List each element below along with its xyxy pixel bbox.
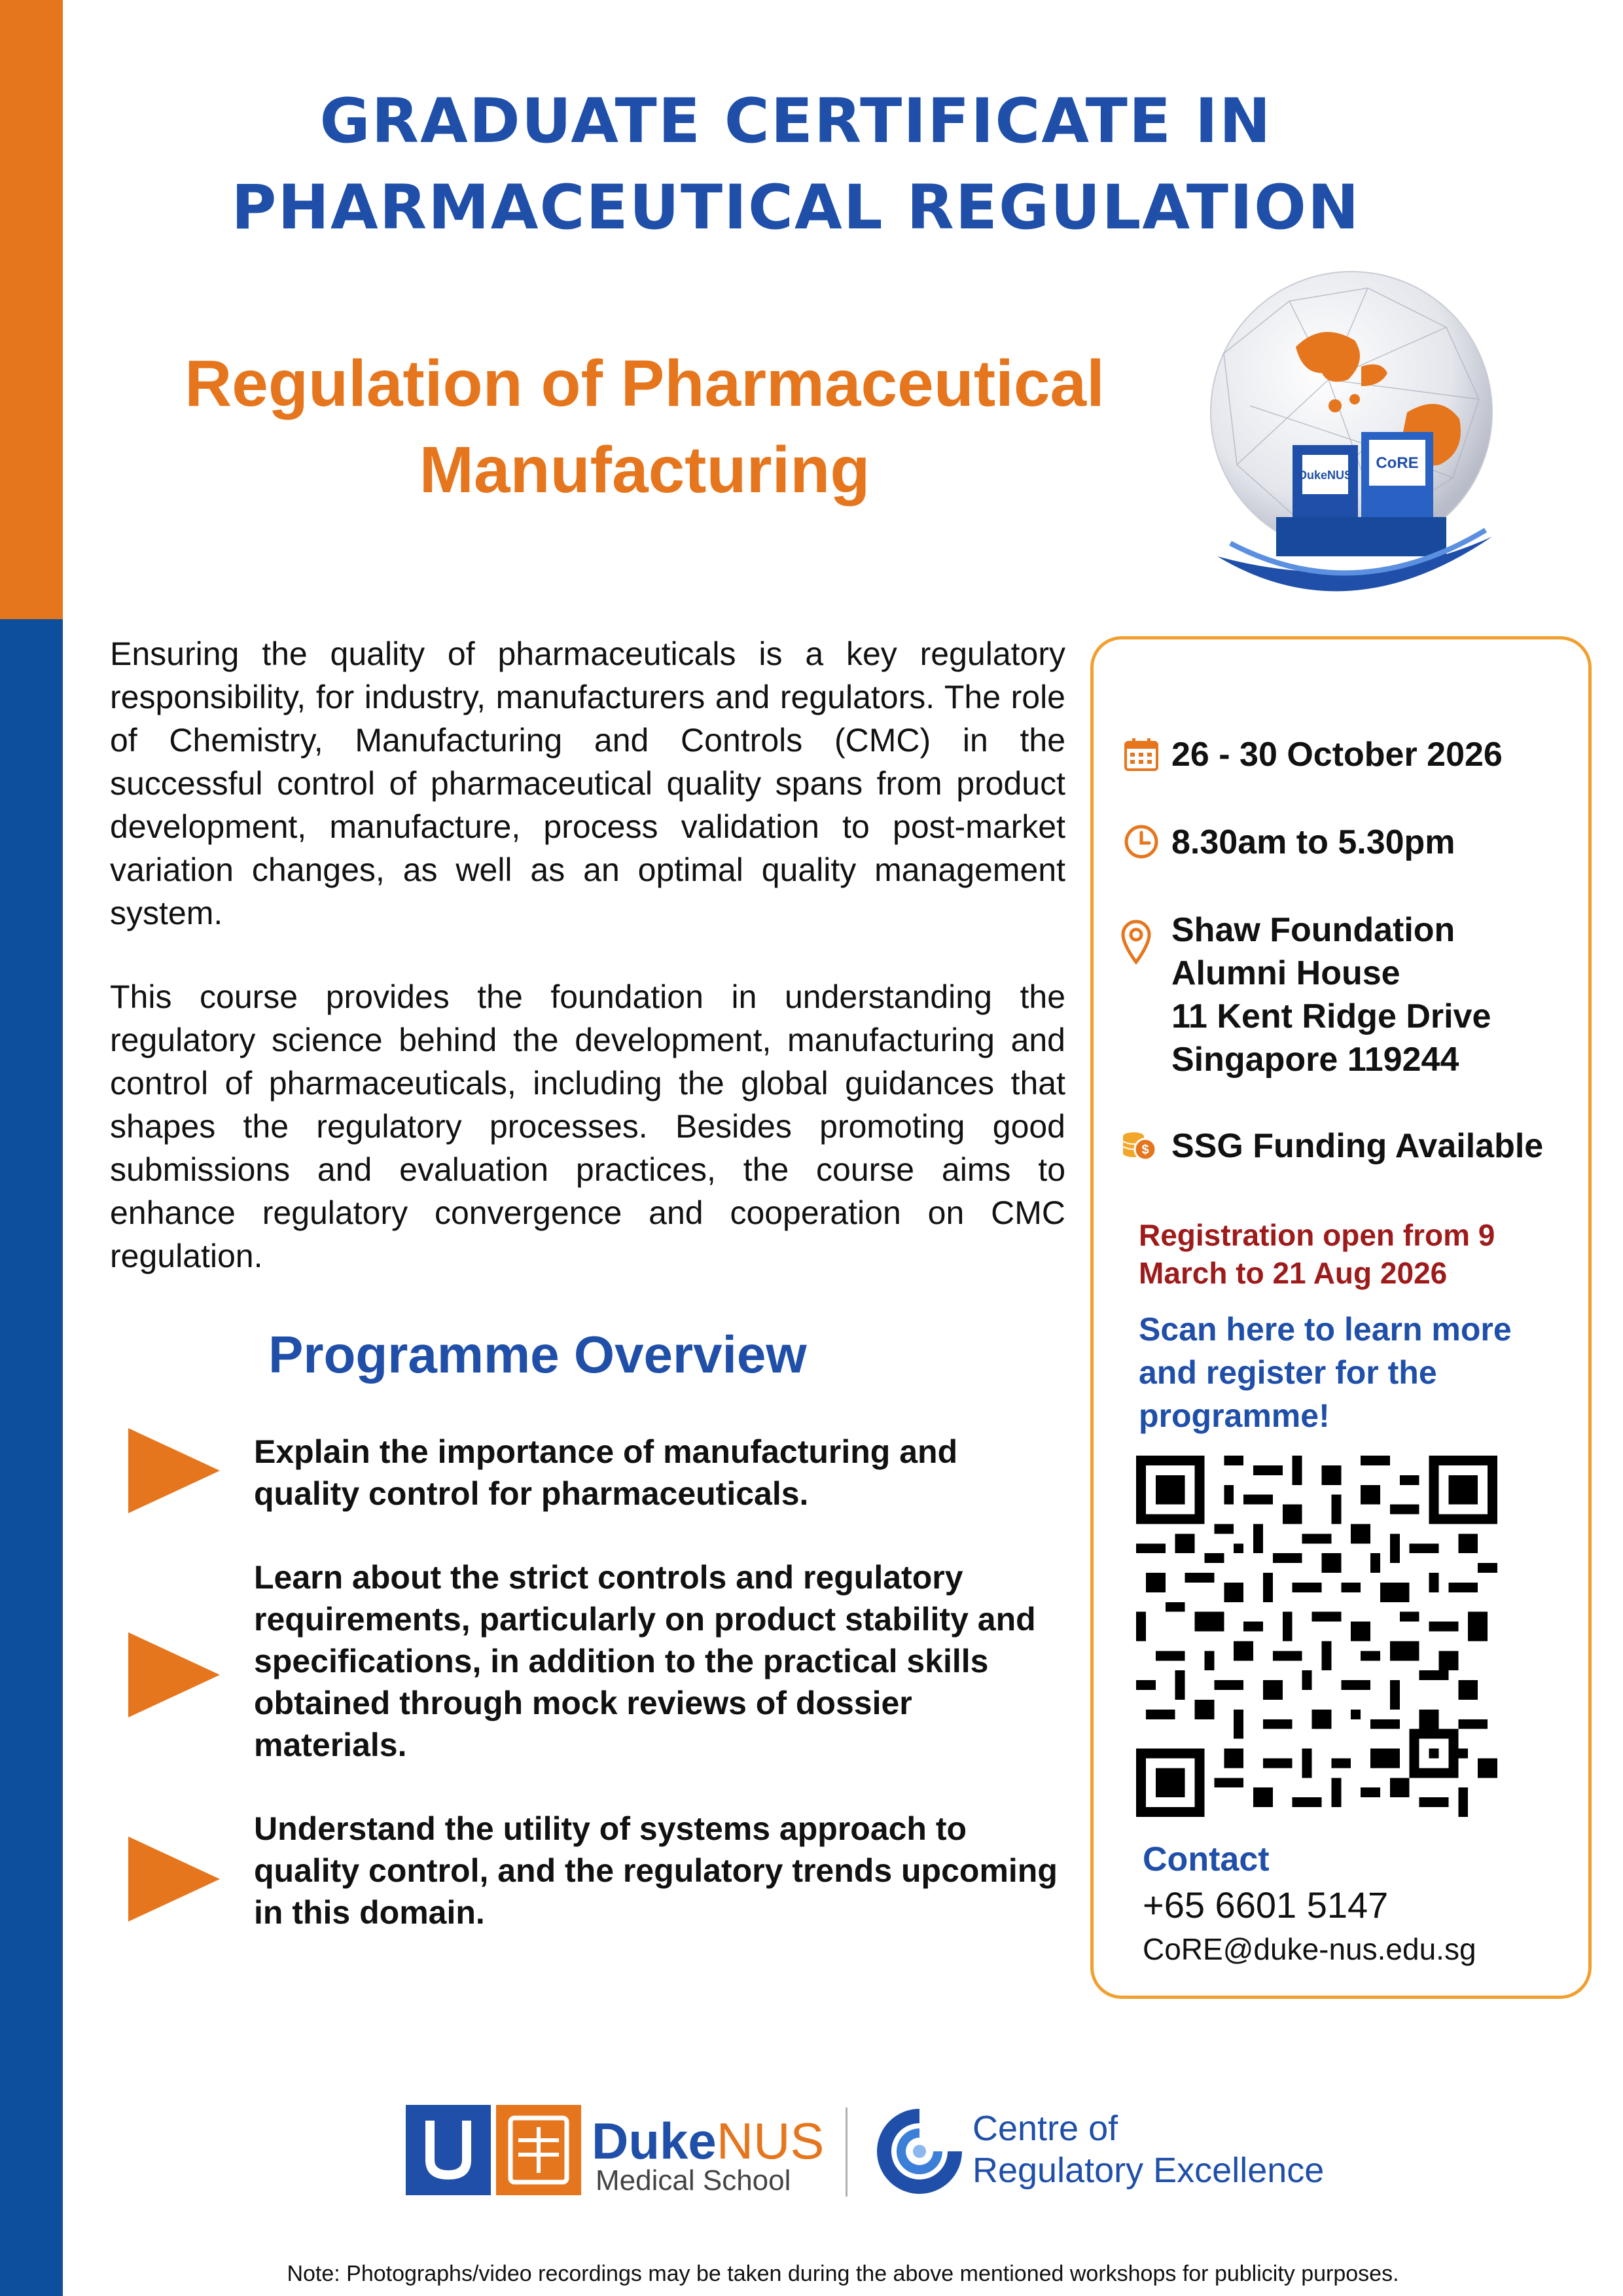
- svg-text:$: $: [1141, 1143, 1149, 1157]
- scan-instruction: Scan here to learn more and register for the programme!: [1139, 1311, 1512, 1434]
- funding-note: SSG Funding Available: [1171, 1127, 1544, 1165]
- globe-illustration: [1198, 249, 1505, 641]
- duke-word: DukeNUS: [592, 2112, 825, 2170]
- clock-icon: [1123, 823, 1160, 860]
- contact-phone[interactable]: +65 6601 5147: [1143, 1884, 1389, 1926]
- accent-bar-orange: [0, 0, 63, 619]
- location-pin-icon: [1120, 919, 1152, 965]
- arrow-bullet-icon: [128, 1428, 220, 1513]
- description-paragraph-2: This course provides the foundation in understanding the regulatory science behind the development, manufacturing and control of pharmaceuticals, including the global guidances that shapes the regulatory processes. Besides promoting good submissions and evaluation practices, the course aims to enhance regulatory convergence and cooperation on CMC regulation.: [110, 978, 1065, 1274]
- overview-point-3: Understand the utility of systems approach to quality control, and the regulatory trends upcoming in this domain.: [254, 1810, 1058, 1931]
- duke-subtitle: Medical School: [596, 2164, 791, 2197]
- overview-point-2: Learn about the strict controls and regulatory requirements, particularly on product stability and specifications, in addition to the practical skills obtained through mock reviews of dossier materials.: [254, 1559, 1036, 1763]
- course-title: Regulation of Pharmaceutical Manufacturing: [185, 347, 1105, 507]
- qr-code[interactable]: [1136, 1456, 1497, 1817]
- globe-left-box-label: DukeNUS: [1298, 469, 1353, 482]
- coins-icon: [1120, 1126, 1157, 1162]
- arrow-bullet-icon: [128, 1837, 220, 1922]
- calendar-icon: [1123, 736, 1160, 772]
- registration-period: Registration open from 9 March to 21 Aug 2026: [1139, 1218, 1495, 1290]
- logo-divider: [846, 2108, 847, 2197]
- accent-bar-blue: [0, 619, 63, 2296]
- description-paragraph-1: Ensuring the quality of pharmaceuticals is a key regulatory responsibility, for industry, manufacturers and regulators. The role of Chemistry, Manufacturing and Controls (CMC) in the successful control of pharmaceutical quality spans from product development, manufacture, process validation to post-market variation changes, as well as an optimal quality management system.: [110, 636, 1065, 931]
- duke-nus-logo: [406, 2101, 825, 2199]
- contact-email[interactable]: CoRE@duke-nus.edu.sg: [1143, 1932, 1476, 1966]
- contact-heading: Contact: [1143, 1840, 1270, 1878]
- overview-heading: Programme Overview: [268, 1325, 807, 1384]
- main-title: GRADUATE CERTIFICATE IN PHARMACEUTICAL REGULATION: [231, 86, 1361, 243]
- event-venue: Shaw Foundation Alumni House 11 Kent Ridge Drive Singapore 119244: [1171, 911, 1491, 1079]
- arrow-bullet-icon: [128, 1632, 220, 1717]
- core-name: Centre of Regulatory Excellence: [972, 2109, 1325, 2190]
- footer-note: Note: Photographs/video recordings may be taken during the above mentioned workshops for publicity purposes.: [287, 2261, 1399, 2286]
- overview-point-1: Explain the importance of manufacturing and quality control for pharmaceuticals.: [254, 1433, 958, 1512]
- event-date: 26 - 30 October 2026: [1171, 736, 1503, 774]
- globe-blocks: [1276, 432, 1446, 556]
- event-time: 8.30am to 5.30pm: [1171, 823, 1455, 861]
- core-logo-mark: [870, 2102, 969, 2200]
- globe-right-box-label: CoRE: [1376, 454, 1419, 472]
